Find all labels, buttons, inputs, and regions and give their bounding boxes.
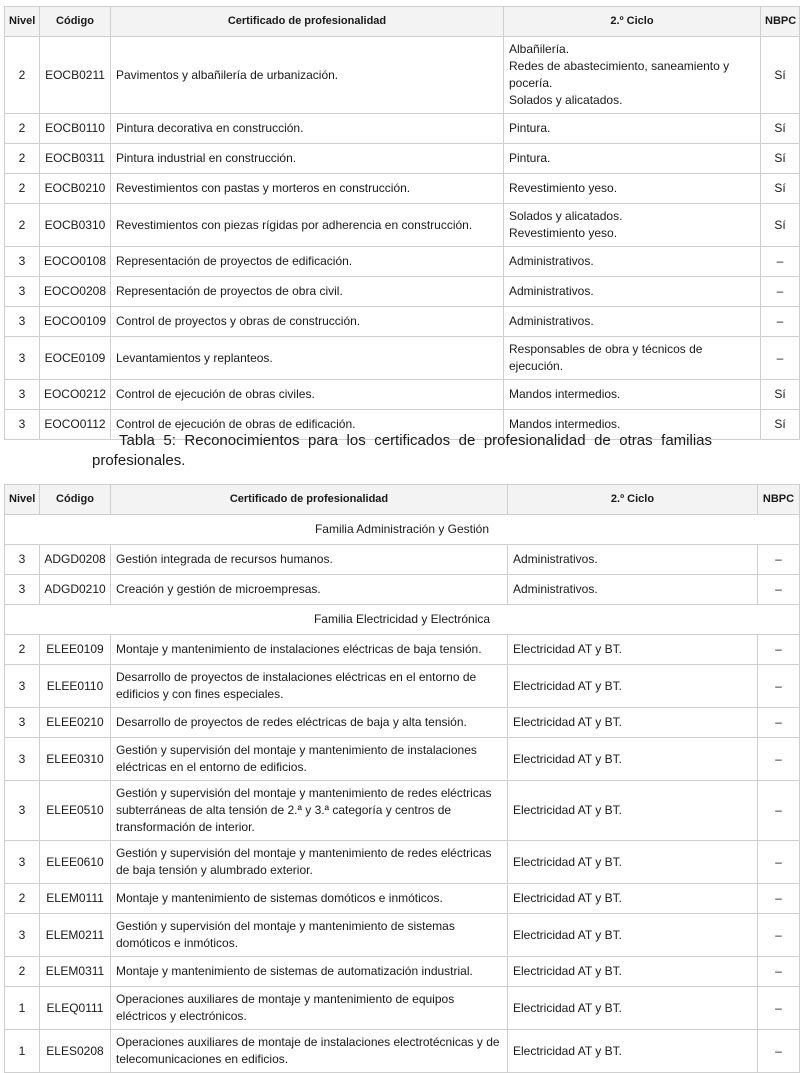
cell-ciclo [504,307,761,337]
header-codigo: Código [40,7,111,37]
cell-nivel: 3 [5,545,40,575]
cell-nivel: 3 [5,665,40,708]
cell-certificado: Montaje y mantenimiento de sistemas domóticos e inmóticos. [111,884,508,914]
cell-ciclo: Electricidad AT y BT. [508,987,758,1030]
cell-nbpc: – [758,1030,800,1073]
table-row [5,545,800,575]
cell-codigo: EOCB0210 [40,174,111,204]
cell-nivel: 2 [5,144,40,174]
cell-ciclo: Electricidad AT y BT. [508,914,758,957]
cell-certificado: Gestión y supervisión del montaje y mantenimiento de sistemas domóticos e inmóticos. [111,914,508,957]
header-ciclo: 2.º Ciclo [508,485,758,515]
cell-nivel: 3 [5,841,40,884]
cell-nivel: 3 [5,410,40,440]
cell-nivel: 3 [5,337,40,380]
cell-ciclo: Electricidad AT y BT. [508,635,758,665]
table-row [5,708,800,738]
cell-nivel: 3 [5,380,40,410]
cell-certificado: Gestión y supervisión del montaje y mantenimiento de instalaciones eléctricas en el entorno de edificios. [111,738,508,781]
cell-nbpc: – [761,307,800,337]
cell-ciclo: Electricidad AT y BT. [508,708,758,738]
cell-certificado: Gestión integrada de recursos humanos. [111,545,508,575]
cell-certificado: Operaciones auxiliares de montaje de instalaciones electrotécnicas y de telecomunicaciones en edificios. [111,1030,508,1073]
header-nivel: Nivel [5,7,40,37]
cell-certificado: Control de proyectos y obras de construcción. [111,307,504,337]
cell-codigo: ADGD0208 [40,545,111,575]
cell-codigo: ELEE0210 [40,708,111,738]
ciclo-line: Revestimiento yeso. [509,226,618,240]
cell-certificado: Gestión y supervisión del montaje y mantenimiento de redes eléctricas subterráneas de alta tensión de 2.ª y 3.ª categoría y centros de transformación de interior. [111,781,508,841]
cell-ciclo: Electricidad AT y BT. [508,884,758,914]
table-row [5,841,800,884]
cell-ciclo: Electricidad AT y BT. [508,738,758,781]
cell-nivel: 3 [5,708,40,738]
cell-codigo: ADGD0210 [40,575,111,605]
cell-ciclo: Electricidad AT y BT. [508,841,758,884]
table-row [5,781,800,841]
cell-certificado: Pintura decorativa en construcción. [111,114,504,144]
family-group-row [5,605,800,635]
cell-codigo: EOCB0211 [40,37,111,114]
table-header-row [5,7,800,37]
cell-nivel: 2 [5,174,40,204]
table-row [5,37,800,114]
cell-nbpc: – [758,575,800,605]
cell-certificado: Gestión y supervisión del montaje y mantenimiento de redes eléctricas de baja tensión y alumbrado exterior. [111,841,508,884]
ciclo-line: Administrativos. [509,284,594,298]
cell-nivel: 3 [5,781,40,841]
cell-nbpc: – [761,247,800,277]
table-row [5,635,800,665]
cell-codigo: EOCO0208 [40,277,111,307]
cell-nbpc: – [758,738,800,781]
ciclo-line: Pintura. [509,151,551,165]
cell-certificado: Revestimientos con pastas y morteros en construcción. [111,174,504,204]
cell-ciclo [504,204,761,247]
table-row [5,277,800,307]
cell-nbpc: – [758,665,800,708]
cell-ciclo: Electricidad AT y BT. [508,781,758,841]
header-certificado: Certificado de profesionalidad [111,7,504,37]
cell-codigo: ELEE0109 [40,635,111,665]
cell-nivel: 1 [5,1030,40,1073]
cell-certificado: Pavimentos y albañilería de urbanización. [111,37,504,114]
cell-nbpc: – [758,957,800,987]
ciclo-line: Mandos intermedios. [509,417,621,431]
cell-certificado: Representación de proyectos de edificación. [111,247,504,277]
cell-codigo: EOCO0212 [40,380,111,410]
cell-codigo: EOCB0310 [40,204,111,247]
ciclo-line: Solados y alicatados. [509,209,623,223]
cell-codigo: EOCO0112 [40,410,111,440]
header-nbpc: NBPC [761,7,800,37]
ciclo-line: Administrativos. [509,314,594,328]
cell-nbpc: – [758,708,800,738]
cell-nivel: 2 [5,204,40,247]
cell-ciclo [504,247,761,277]
ciclo-line: Redes de abastecimiento, saneamiento y pocería. [509,59,730,90]
table-row [5,1030,800,1073]
recognitions-table-construction [4,6,800,440]
cell-codigo: EOCO0108 [40,247,111,277]
ciclo-line: Pintura. [509,121,551,135]
ciclo-line: Administrativos. [509,254,594,268]
table-row [5,247,800,277]
family-group-row [5,515,800,545]
cell-codigo: EOCO0109 [40,307,111,337]
recognitions-table-other-families [4,484,800,1073]
cell-nivel: 2 [5,114,40,144]
table-row [5,738,800,781]
ciclo-line: Mandos intermedios. [509,387,621,401]
cell-ciclo: Electricidad AT y BT. [508,957,758,987]
cell-certificado: Representación de proyectos de obra civil. [111,277,504,307]
table-row [5,337,800,380]
cell-codigo: ELEQ0111 [40,987,111,1030]
table-row [5,987,800,1030]
ciclo-line: Responsables de obra y técnicos de ejecución. [509,342,703,373]
cell-ciclo: Electricidad AT y BT. [508,665,758,708]
cell-nivel: 3 [5,738,40,781]
cell-codigo: EOCE0109 [40,337,111,380]
table-row [5,307,800,337]
cell-nbpc: Sí [761,380,800,410]
cell-codigo: EOCB0311 [40,144,111,174]
cell-certificado: Montaje y mantenimiento de sistemas de automatización industrial. [111,957,508,987]
cell-nbpc: – [761,277,800,307]
cell-nbpc: Sí [761,174,800,204]
cell-certificado: Creación y gestión de microempresas. [111,575,508,605]
cell-nbpc: – [758,914,800,957]
cell-codigo: ELES0208 [40,1030,111,1073]
cell-certificado: Operaciones auxiliares de montaje y mantenimiento de equipos eléctricos y electrónicos. [111,987,508,1030]
cell-nivel: 3 [5,277,40,307]
cell-nbpc: – [758,841,800,884]
cell-certificado: Levantamientos y replanteos. [111,337,504,380]
table-row [5,204,800,247]
family-label: Familia Administración y Gestión [5,515,800,545]
cell-nivel: 2 [5,957,40,987]
cell-codigo: ELEM0111 [40,884,111,914]
cell-nivel: 1 [5,987,40,1030]
ciclo-line: Albañilería. [509,42,570,56]
cell-codigo: ELEE0110 [40,665,111,708]
cell-nbpc: Sí [761,204,800,247]
family-label: Familia Electricidad y Electrónica [5,605,800,635]
cell-nbpc: – [761,337,800,380]
cell-ciclo [504,144,761,174]
cell-nbpc: – [758,884,800,914]
cell-certificado: Desarrollo de proyectos de redes eléctricas de baja y alta tensión. [111,708,508,738]
cell-ciclo: Administrativos. [508,575,758,605]
cell-nivel: 3 [5,914,40,957]
table-row [5,957,800,987]
cell-codigo: ELEE0310 [40,738,111,781]
table-row [5,575,800,605]
cell-nivel: 2 [5,37,40,114]
cell-nivel: 2 [5,635,40,665]
table-caption: Tabla 5: Reconocimientos para los certificados de profesionalidad de otras familias profesionales. [92,432,712,469]
cell-certificado: Desarrollo de proyectos de instalaciones eléctricas en el entorno de edificios y con fines especiales. [111,665,508,708]
table-row [5,144,800,174]
cell-ciclo [504,114,761,144]
cell-nbpc: – [758,987,800,1030]
cell-ciclo [504,380,761,410]
header-nbpc: NBPC [758,485,800,515]
table-row [5,884,800,914]
header-nivel: Nivel [5,485,40,515]
cell-nbpc: Sí [761,114,800,144]
cell-certificado: Control de ejecución de obras civiles. [111,380,504,410]
cell-codigo: EOCB0110 [40,114,111,144]
cell-nbpc: Sí [761,410,800,440]
cell-nivel: 2 [5,884,40,914]
cell-nbpc: – [758,781,800,841]
cell-ciclo [504,337,761,380]
cell-certificado: Revestimientos con piezas rígidas por adherencia en construcción. [111,204,504,247]
cell-nbpc: – [758,635,800,665]
ciclo-line: Solados y alicatados. [509,93,623,107]
cell-ciclo: Administrativos. [508,545,758,575]
cell-ciclo [504,277,761,307]
cell-certificado: Control de ejecución de obras de edificación. [111,410,504,440]
table-header-row [5,485,800,515]
cell-certificado: Pintura industrial en construcción. [111,144,504,174]
ciclo-line: Revestimiento yeso. [509,181,618,195]
cell-codigo: ELEE0610 [40,841,111,884]
cell-codigo: ELEM0311 [40,957,111,987]
header-codigo: Código [40,485,111,515]
header-certificado: Certificado de profesionalidad [111,485,508,515]
cell-nivel: 3 [5,575,40,605]
header-ciclo: 2.º Ciclo [504,7,761,37]
table-row [5,114,800,144]
cell-codigo: ELEE0510 [40,781,111,841]
cell-nivel: 3 [5,307,40,337]
cell-nbpc: – [758,545,800,575]
cell-ciclo: Electricidad AT y BT. [508,1030,758,1073]
cell-nbpc: Sí [761,37,800,114]
cell-codigo: ELEM0211 [40,914,111,957]
table-row [5,665,800,708]
cell-ciclo [504,174,761,204]
cell-certificado: Montaje y mantenimiento de instalaciones eléctricas de baja tensión. [111,635,508,665]
cell-nbpc: Sí [761,144,800,174]
table-row [5,380,800,410]
cell-ciclo [504,37,761,114]
cell-nivel: 3 [5,247,40,277]
table-row [5,914,800,957]
table-row [5,174,800,204]
